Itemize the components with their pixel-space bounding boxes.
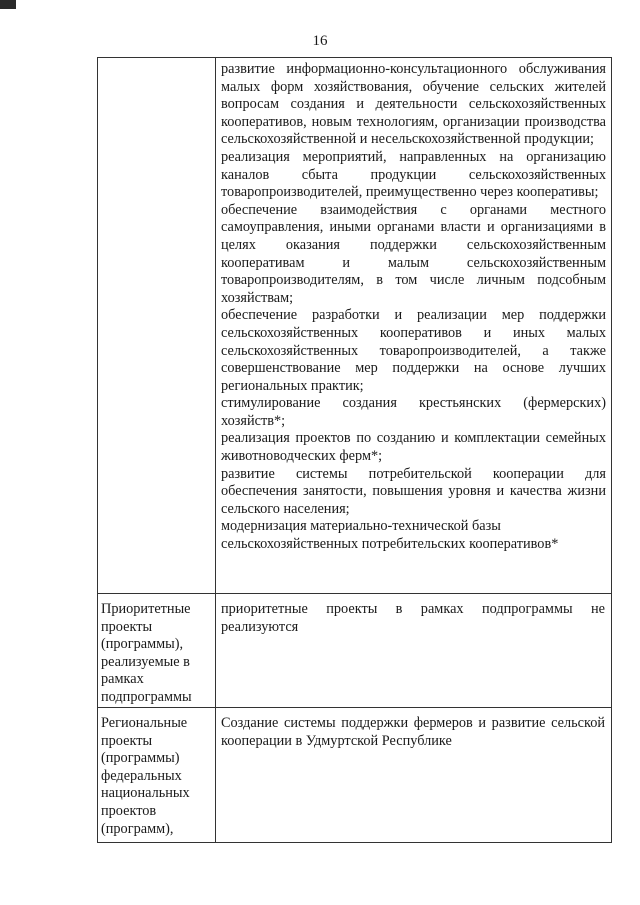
- subprogram-table: [97, 57, 612, 843]
- list-item: реализация проектов по созданию и комплектации семейных животноводческих ферм*;: [221, 430, 606, 465]
- list-item: стимулирование создания крестьянских (фермерских) хозяйств*;: [221, 395, 606, 429]
- table-row: [98, 708, 612, 843]
- list-item: реализация мероприятий, направленных на организацию каналов сбыта продукции сельскохозяйственных товаропроизводителей, преимущественно через кооперативы;: [221, 148, 606, 201]
- table-cell-label: [98, 58, 216, 594]
- scan-corner-mark: [0, 0, 16, 9]
- row-label: Приоритетные проекты (программы), реализуемые в рамках подпрограммы: [101, 601, 192, 705]
- table-row: [98, 594, 612, 708]
- table-cell-content: [216, 708, 612, 843]
- row-label: [98, 58, 215, 65]
- list-item: развитие системы потребительской кооперации для обеспечения занятости, повышения уровня и качества жизни сельского населения;: [221, 465, 606, 517]
- tasks-list: [216, 58, 611, 554]
- row-label: Региональные проекты (программы) федеральных национальных проектов (программ),: [101, 715, 190, 837]
- table-row: [98, 58, 612, 594]
- table-cell-content: [216, 594, 612, 708]
- list-item: обеспечение разработки и реализации мер поддержки сельскохозяйственных кооперативов и иных малых сельскохозяйственных товаропроизводителей, а также совершенствование мер поддержки на основе лучших региональных практик;: [221, 307, 606, 394]
- row-value: приоритетные проекты в рамках подпрограммы не реализуются: [221, 601, 605, 635]
- page-number: 16: [312, 33, 328, 49]
- table-cell-content: [216, 58, 612, 594]
- list-item: развитие информационно-консультационного обслуживания малых форм хозяйствования, обучение сельских жителей вопросам создания и деятельности сельскохозяйственных кооперативов, новым технологиям, организации производства сельскохозяйственной и несельскохозяйственной продукции;: [221, 61, 606, 148]
- row-value: Создание системы поддержки фермеров и развитие сельской кооперации в Удмуртской Республике: [221, 715, 605, 749]
- table-cell-label: [98, 708, 216, 843]
- list-item: обеспечение взаимодействия с органами местного самоуправления, иными органами власти и организациями в целях оказания поддержки сельскохозяйственным кооперативам и малым сельскохозяйственным товаропроизводителям, в том числе личным подсобным хозяйствам;: [221, 201, 606, 306]
- table-cell-label: [98, 594, 216, 708]
- list-item: модернизация материально-технической базы сельскохозяйственных потребительских кооперативов*: [221, 518, 559, 553]
